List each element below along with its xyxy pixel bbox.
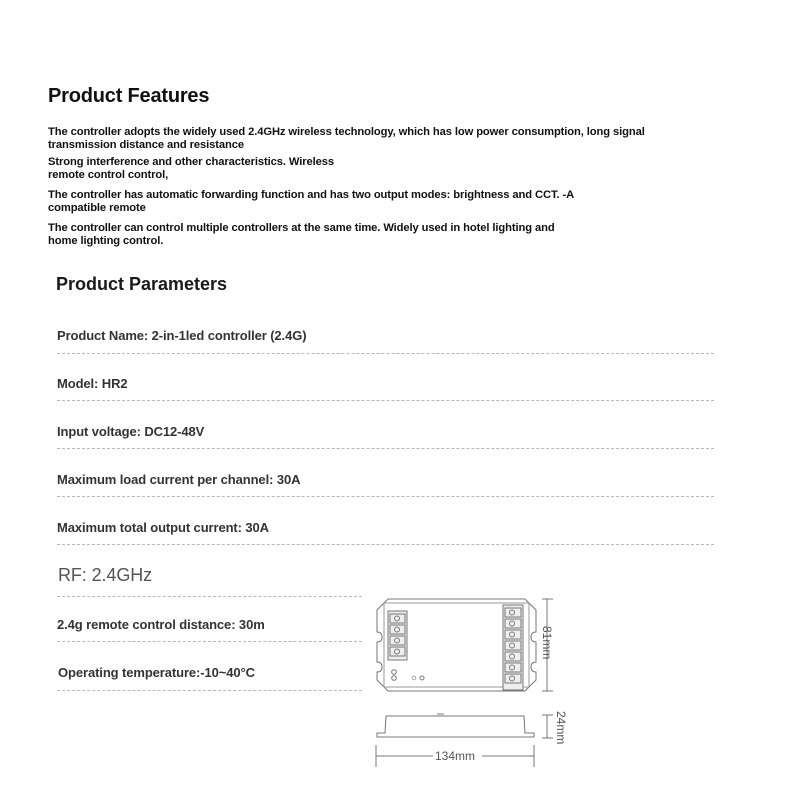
param-input-voltage: Input voltage: DC12-48V [57, 424, 205, 439]
param-rf: RF: 2.4GHz [58, 565, 153, 585]
output-terminal-block [503, 605, 523, 690]
width-label: 134mm [435, 749, 476, 763]
param-operating-temperature: Operating temperature:-10~40°C [58, 665, 255, 680]
feature-text: The controller can control multiple controllers at the same time. Widely used in hotel lighting and [48, 222, 555, 234]
param-remote-distance: 2.4g remote control distance: 30m [57, 617, 265, 632]
feature-text: remote control control, [48, 168, 169, 181]
feature-text: Strong interference and other characteristics. Wireless [48, 156, 334, 168]
feature-paragraph-3 [48, 189, 574, 214]
param-model: Model: HR2 [57, 376, 128, 391]
feature-paragraph-2 [48, 156, 334, 181]
feature-paragraph-1 [48, 126, 645, 151]
param-product-name: Product Name: 2-in-1led controller (2.4G) [57, 328, 307, 343]
feature-text: The controller has automatic forwarding function and has two output modes: brightness and CCT. -A [48, 189, 575, 201]
feature-text: compatible remote [48, 201, 146, 214]
button-icon [392, 676, 397, 681]
param-max-total-current: Maximum total output current: 30A [57, 520, 269, 535]
led-indicator-icon [412, 676, 416, 680]
feature-paragraph-4 [48, 222, 555, 247]
divider [57, 641, 362, 642]
controller-dimension-diagram [360, 590, 590, 780]
button-icon [392, 670, 397, 675]
divider [57, 496, 714, 497]
divider [57, 596, 362, 597]
height-label: 81mm [540, 626, 554, 660]
depth-label: 24mm [554, 711, 568, 745]
divider [57, 353, 714, 354]
feature-text: transmission distance and resistance [48, 138, 244, 151]
feature-text: home lighting control. [48, 234, 164, 247]
feature-text: The controller adopts the widely used 2.4GHz wireless technology, which has low power consumption, long signal [48, 126, 645, 138]
divider [57, 544, 714, 545]
controller-side-view [377, 716, 534, 737]
divider [57, 448, 714, 449]
parameters-title: Product Parameters [56, 274, 228, 294]
divider [57, 400, 714, 401]
param-max-load-current: Maximum load current per channel: 30A [57, 472, 301, 487]
led-indicator-icon [420, 676, 424, 680]
input-terminal-block [388, 611, 407, 660]
divider [57, 690, 362, 691]
features-title: Product Features [48, 85, 210, 107]
